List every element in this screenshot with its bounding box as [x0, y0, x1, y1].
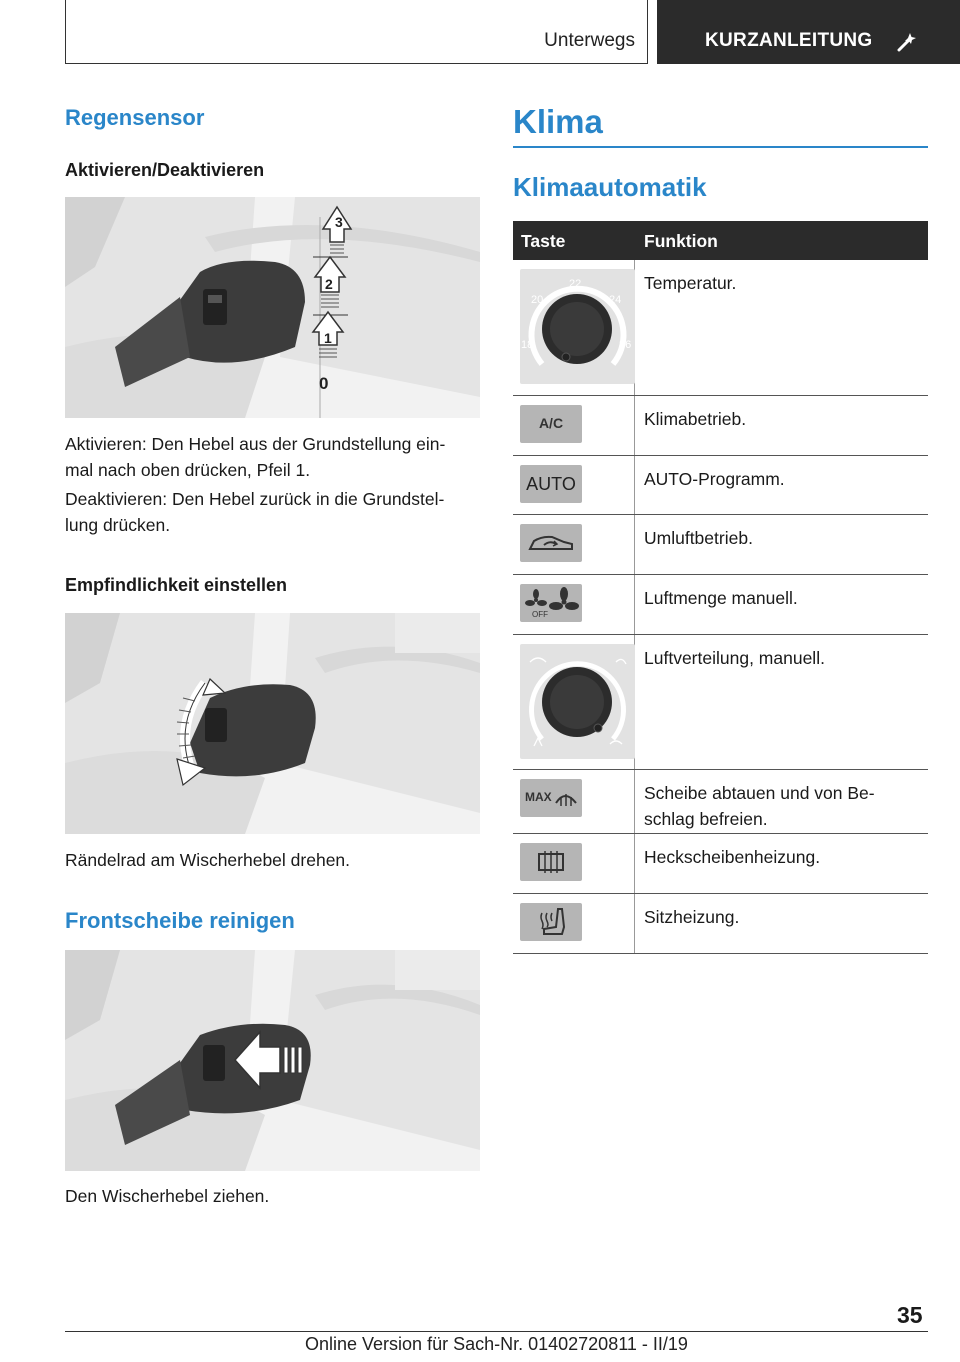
function-max-defrost — [644, 780, 914, 832]
ac-button-icon[interactable] — [520, 405, 582, 443]
auto-button-icon[interactable] — [520, 465, 582, 503]
page-number: 35 — [897, 1302, 923, 1328]
seat-heating-icon[interactable] — [520, 903, 582, 941]
function-max-defrost-line2: schlag befreien. — [644, 809, 768, 829]
function-fan: Luftmenge manuell. — [644, 588, 798, 608]
windshield-text: Den Wischerhebel ziehen. — [65, 1186, 270, 1206]
deactivate-text-line2: lung drücken. — [65, 515, 171, 535]
max-defrost-icon[interactable] — [520, 779, 582, 817]
table-header-function: Funktion — [644, 231, 718, 251]
activate-text-line1: Aktivieren: Den Hebel aus der Grundstellung ein- — [65, 434, 446, 454]
temp-label-26: 26 — [619, 339, 632, 351]
function-air-distribution: Luftverteilung, manuell. — [644, 648, 825, 668]
function-auto: AUTO-Programm. — [644, 469, 785, 489]
temp-label-22: 22 — [569, 278, 582, 290]
table-row — [513, 894, 928, 954]
function-seat-heating: Sitzheizung. — [644, 907, 740, 927]
table-row — [513, 834, 928, 894]
figure-lever-up — [65, 197, 480, 418]
fan-off-label: OFF — [532, 610, 548, 619]
temp-label-20: 20 — [531, 294, 544, 306]
regensensor-title: Regensensor — [65, 105, 205, 130]
fig1-label-1: 1 — [324, 330, 332, 346]
klima-rule — [513, 146, 928, 148]
klima-title: Klima — [513, 103, 603, 140]
recirculation-icon[interactable] — [520, 524, 582, 562]
table-row — [513, 575, 928, 635]
header-section-box — [65, 0, 648, 64]
activate-heading: Aktivieren/Deaktivieren — [65, 160, 265, 180]
table-row — [513, 770, 928, 834]
fan-icon[interactable] — [520, 584, 582, 622]
table-header — [513, 221, 928, 260]
fig1-label-3: 3 — [335, 214, 343, 230]
auto-button-label: AUTO — [526, 474, 576, 494]
ac-button-label: A/C — [538, 415, 564, 431]
figure-lever-pull — [65, 950, 480, 1171]
air-distribution-dial-icon[interactable] — [520, 644, 635, 759]
deactivate-text-line1: Deaktivieren: Den Hebel zurück in die Grundstel- — [65, 489, 445, 509]
header-chapter: KURZANLEITUNG — [705, 30, 873, 51]
deactivate-text — [65, 486, 444, 538]
header-section: Unterwegs — [544, 30, 635, 51]
rear-defrost-icon[interactable] — [520, 843, 582, 881]
function-rear-defrost: Heckscheibenheizung. — [644, 847, 821, 867]
windshield-title: Frontscheibe reinigen — [65, 908, 295, 933]
sensitivity-heading: Empfindlichkeit einstellen — [65, 575, 288, 595]
activate-text — [65, 431, 445, 483]
table-header-key: Taste — [521, 231, 566, 251]
klimaautomatik-title: Klimaautomatik — [513, 172, 707, 202]
table-row — [513, 260, 928, 396]
table-row — [513, 635, 928, 770]
figure-thumbwheel — [65, 613, 480, 834]
activate-text-line2: mal nach oben drücken, Pfeil 1. — [65, 460, 311, 480]
wand-icon — [897, 30, 919, 52]
function-recirculation: Umluftbetrieb. — [644, 528, 753, 548]
fig1-label-2: 2 — [325, 276, 333, 292]
table-row — [513, 515, 928, 575]
temp-label-24: 24 — [609, 294, 622, 306]
sensitivity-text: Rändelrad am Wischerhebel drehen. — [65, 850, 351, 870]
temperature-dial-icon[interactable] — [520, 269, 635, 384]
fig1-label-0: 0 — [319, 374, 329, 393]
header-chapter-box — [657, 0, 960, 64]
function-ac: Klimabetrieb. — [644, 409, 747, 429]
function-temperature: Temperatur. — [644, 273, 737, 293]
function-max-defrost-line1: Scheibe abtauen und von Be- — [644, 783, 875, 803]
footer-rule — [65, 1331, 928, 1332]
table-row — [513, 396, 928, 456]
max-defrost-label: MAX — [525, 790, 552, 804]
table-row — [513, 456, 928, 515]
footer-online-version: Online Version für Sach-Nr. 01402720811 - II/19 — [305, 1334, 688, 1354]
temp-label-18: 18 — [521, 339, 534, 351]
